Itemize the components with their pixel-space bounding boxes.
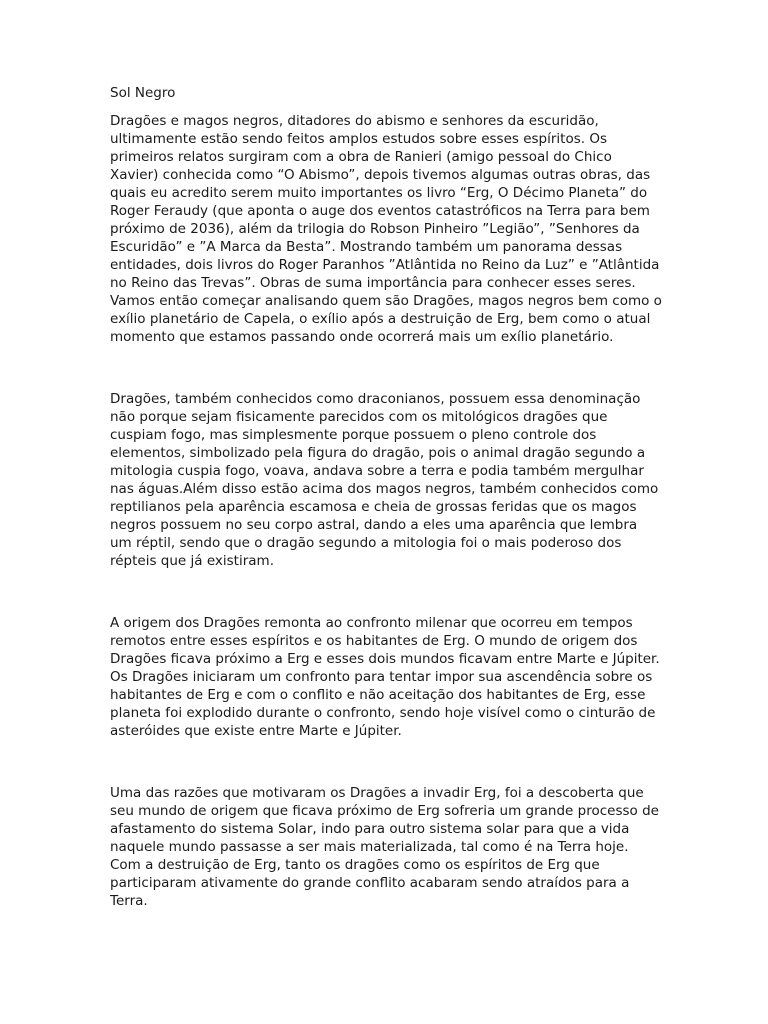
paragraph-gap [110, 570, 662, 614]
paragraph-gap [110, 740, 662, 784]
paragraph-3: A origem dos Dragões remonta ao confronto milenar que ocorreu em tempos remotos entre esses espíritos e os habitantes de Erg. O mundo de origem dos Dragões ficava próximo a Erg e esses dois mundos ficavam entre Marte e Júpiter. Os Dragões iniciaram um confronto para tentar impor sua ascendência sobre os habitantes de Erg e com o conflito e não aceitação dos habitantes de Erg, esse planeta foi explodido durante o confronto, sendo hoje visível como o cinturão de asteróides que existe entre Marte e Júpiter. [110, 615, 660, 739]
paragraph-1: Dragões e magos negros, ditadores do abismo e senhores da escuridão, ultimamente estão sendo feitos amplos estudos sobre esses espíritos. Os primeiros relatos surgiram com a obra de Ranieri (amigo pessoal do Chico Xavier) conhecida como “O Abismo”, depois tivemos algumas outras obras, das quais eu acredito serem muito importantes os livro “Erg, O Décimo Planeta” do Roger Feraudy (que aponta o auge dos eventos catastróficos na Terra para bem próximo de 2036), além da trilogia do Robson Pinheiro ”Legião”, ”Senhores da Escuridão” e ”A Marca da Besta”. Mostrando também um panorama dessas entidades, dois livros do Roger Paranhos ”Atlântida no Reino da Luz” e ”Atlântida no Reino das Trevas”. Obras de suma importância para conhecer esses seres. Vamos então começar analisando quem são Dragões, magos negros bem como o exílio planetário de Capela, o exílio após a destruição de Erg, bem como o atual momento que estamos passando onde ocorrerá mais um exílio planetário. [110, 113, 662, 345]
document-title: Sol Negro [110, 85, 176, 101]
paragraph-2: Dragões, também conhecidos como draconianos, possuem essa denominação não porque sejam fisicamente parecidos com os mitológicos dragões que cuspiam fogo, mas simplesmente porque possuem o pleno controle dos elementos, simbolizado pela figura do dragão, pois o animal dragão segundo a mitologia cuspia fogo, voava, andava sobre a terra e podia também mergulhar nas águas.Além disso estão acima dos magos negros, também conhecidos como reptilianos pela aparência escamosa e cheia de grossas feridas que os magos negros possuem no seu corpo astral, dando a eles uma aparência que lembra um réptil, sendo que o dragão segundo a mitologia foi o mais poderoso dos répteis que já existiram. [110, 391, 659, 569]
paragraph-4: Uma das razões que motivaram os Dragões a invadir Erg, foi a descoberta que seu mundo de origem que ficava próximo de Erg sofreria um grande processo de afastamento do sistema Solar, indo para outro sistema solar para que a vida naquele mundo passasse a ser mais materializada, tal como é na Terra hoje. Com a destruição de Erg, tanto os dragões como os espíritos de Erg que participaram ativamente do grande conflito acabaram sendo atraídos para a Terra. [110, 785, 659, 909]
paragraph-gap [110, 346, 662, 390]
document-page [110, 84, 662, 910]
